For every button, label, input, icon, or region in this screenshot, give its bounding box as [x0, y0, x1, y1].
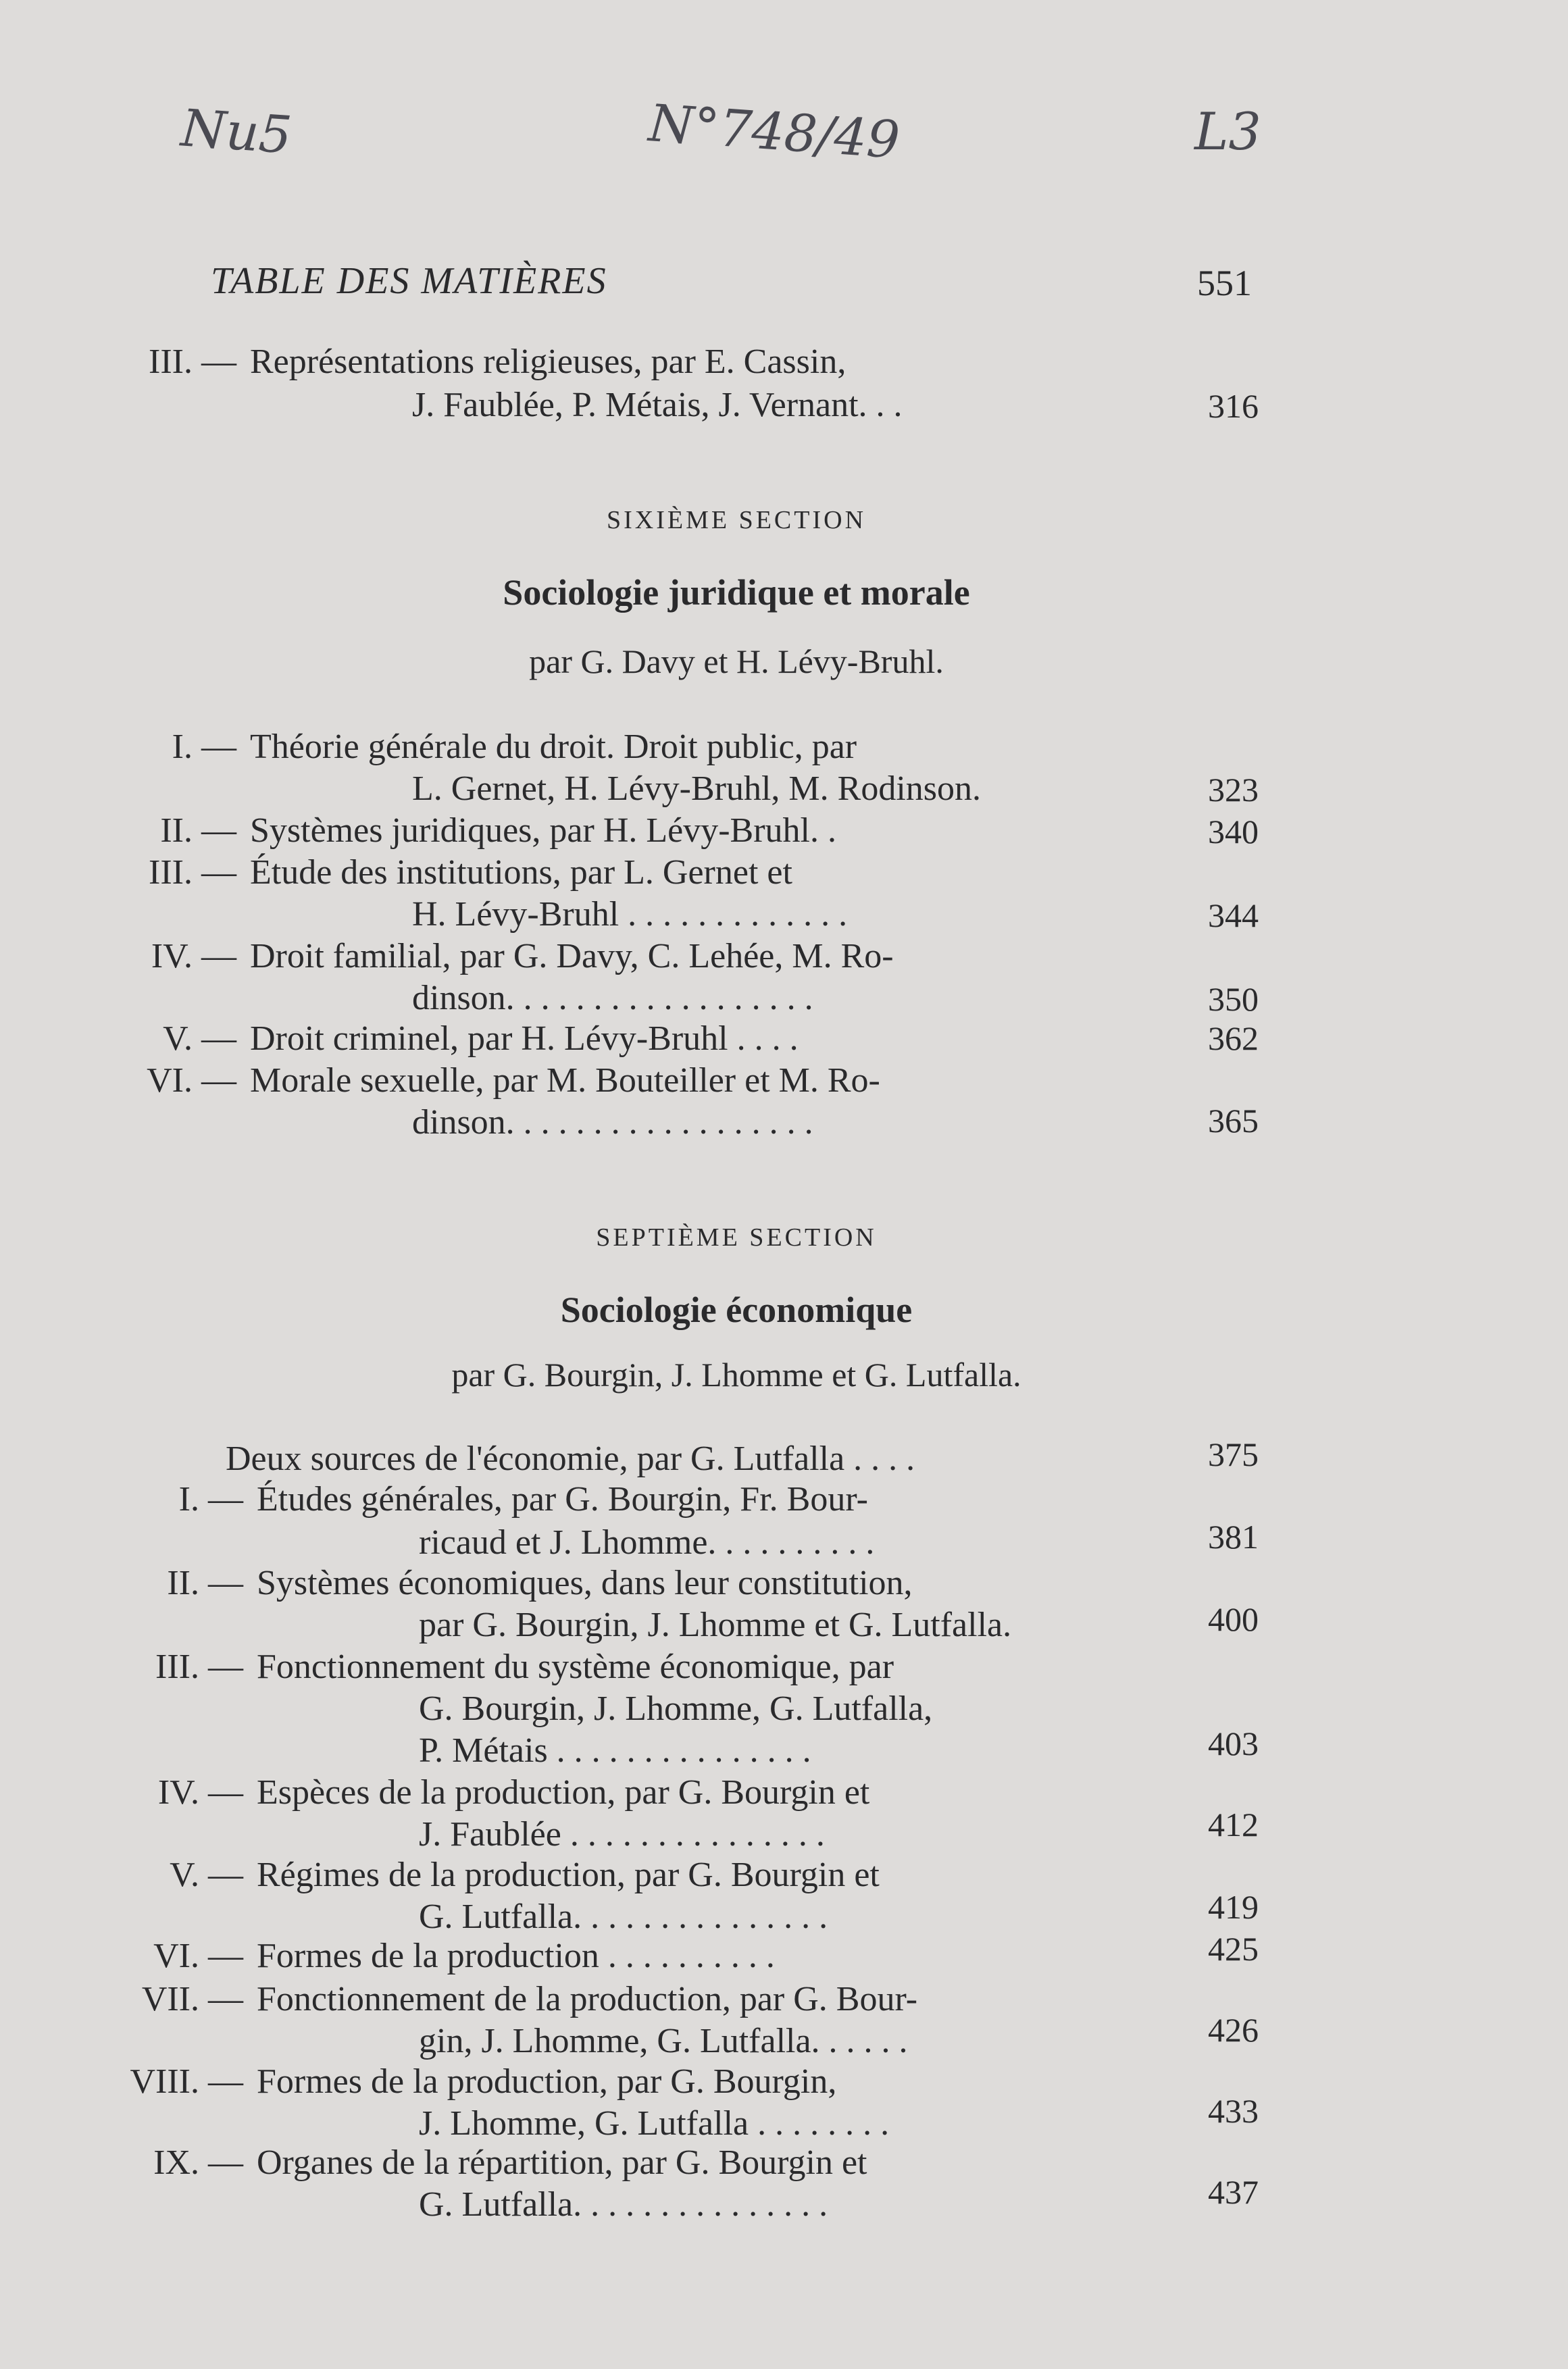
- section-heading-6: SIXIÈME SECTION: [606, 506, 867, 534]
- entry-label: VIII. —: [130, 2062, 243, 2101]
- entry-page: 365: [1208, 1102, 1259, 1140]
- handwritten-note-center: N°748/49: [647, 93, 902, 170]
- entry-label: VI. —: [147, 1061, 236, 1100]
- entry-text-line2: gin, J. Lhomme, G. Lutfalla. . . . . .: [419, 2022, 908, 2060]
- entry-text: Représentations religieuses, par E. Cassin,: [250, 342, 846, 381]
- entry-page: 375: [1208, 1435, 1259, 1473]
- entry-label: V. —: [170, 1856, 243, 1894]
- entry-text: Fonctionnement de la production, par G. Bour-: [257, 1980, 918, 2018]
- entry-text: Études générales, par G. Bourgin, Fr. Bour-: [257, 1480, 868, 1519]
- entry-text-line3: P. Métais . . . . . . . . . . . . . . .: [419, 1731, 811, 1770]
- handwritten-note-right: L3: [1194, 101, 1261, 161]
- entry-text: Droit familial, par G. Davy, C. Lehée, M. Ro-: [250, 937, 894, 975]
- entry-label: VI. —: [153, 1937, 243, 1975]
- section-byline-6: par G. Davy et H. Lévy-Bruhl.: [529, 642, 944, 680]
- entry-page: 323: [1208, 771, 1259, 809]
- section-heading-7: SEPTIÈME SECTION: [596, 1223, 877, 1252]
- entry-text-line2: ricaud et J. Lhomme. . . . . . . . . .: [419, 1523, 875, 1562]
- entry-text: Formes de la production . . . . . . . . . .: [257, 1937, 775, 1975]
- entry-text: Droit criminel, par H. Lévy-Bruhl . . . .: [250, 1019, 799, 1058]
- entry-text: Organes de la répartition, par G. Bourgin et: [257, 2143, 867, 2182]
- entry-text-line2: J. Faublée . . . . . . . . . . . . . . .: [419, 1815, 825, 1854]
- entry-page: 381: [1208, 1518, 1259, 1556]
- entry-label: III. —: [155, 1648, 243, 1686]
- entry-text-line2: G. Bourgin, J. Lhomme, G. Lutfalla,: [419, 1689, 933, 1728]
- entry-page: 344: [1208, 896, 1259, 934]
- entry-page: 437: [1208, 2173, 1259, 2211]
- entry-text: Espèces de la production, par G. Bourgin et: [257, 1773, 870, 1812]
- entry-page: 412: [1208, 1806, 1259, 1843]
- entry-text: Morale sexuelle, par M. Bouteiller et M. Ro-: [250, 1061, 880, 1100]
- entry-text: Théorie générale du droit. Droit public, par: [250, 728, 857, 766]
- page-number: 551: [1197, 263, 1252, 303]
- entry-page: 340: [1208, 813, 1259, 850]
- entry-label: III. —: [149, 853, 236, 892]
- entry-label: IV. —: [157, 1773, 243, 1812]
- entry-label: II. —: [167, 1564, 243, 1602]
- entry-label: IX. —: [153, 2143, 243, 2182]
- entry-page: 316: [1208, 387, 1259, 425]
- section-title-6: Sociologie juridique et morale: [503, 572, 970, 613]
- section-title-7: Sociologie économique: [560, 1290, 913, 1330]
- entry-page: 362: [1208, 1019, 1259, 1057]
- entry-page: 425: [1208, 1930, 1259, 1968]
- entry-label: II. —: [160, 811, 236, 850]
- toc-entry-intro: Deux sources de l'économie, par G. Lutfalla . . . .: [226, 1440, 915, 1478]
- entry-page: 403: [1208, 1725, 1259, 1762]
- entry-page: 419: [1208, 1888, 1259, 1926]
- entry-text-line2: J. Faublée, P. Métais, J. Vernant. . .: [412, 386, 903, 424]
- entry-text-line2: dinson. . . . . . . . . . . . . . . . . .: [412, 1103, 813, 1142]
- entry-text-line2: dinson. . . . . . . . . . . . . . . . . .: [412, 979, 813, 1017]
- entry-label: I. —: [178, 1480, 243, 1519]
- entry-text-line2: L. Gernet, H. Lévy-Bruhl, M. Rodinson.: [412, 769, 982, 808]
- running-header-title: TABLE DES MATIÈRES: [211, 260, 607, 302]
- entry-label: V. —: [163, 1019, 236, 1058]
- entry-page: 433: [1208, 2092, 1259, 2130]
- entry-text: Régimes de la production, par G. Bourgin et: [257, 1856, 880, 1894]
- entry-text: Formes de la production, par G. Bourgin,: [257, 2062, 837, 2101]
- entry-text: Systèmes économiques, dans leur constitution,: [257, 1564, 913, 1602]
- entry-text: Systèmes juridiques, par H. Lévy-Bruhl. .: [250, 811, 836, 850]
- entry-text-line2: G. Lutfalla. . . . . . . . . . . . . . .: [419, 2185, 828, 2224]
- section-byline-7: par G. Bourgin, J. Lhomme et G. Lutfalla.: [451, 1356, 1021, 1394]
- entry-label: III. —: [149, 342, 236, 381]
- entry-text: Étude des institutions, par L. Gernet et: [250, 853, 792, 892]
- entry-text-line2: J. Lhomme, G. Lutfalla . . . . . . . .: [419, 2104, 890, 2143]
- entry-page: 426: [1208, 2011, 1259, 2049]
- entry-text: Fonctionnement du système économique, par: [257, 1648, 894, 1686]
- entry-label: VII. —: [141, 1980, 243, 2018]
- entry-page: 350: [1208, 980, 1259, 1018]
- entry-text-line2: G. Lutfalla. . . . . . . . . . . . . . .: [419, 1897, 828, 1936]
- entry-page: 400: [1208, 1600, 1259, 1638]
- entry-label: IV. —: [151, 937, 236, 975]
- handwritten-note-left: Nu5: [179, 97, 294, 165]
- entry-label: I. —: [172, 728, 236, 766]
- entry-text-line2: par G. Bourgin, J. Lhomme et G. Lutfalla.: [419, 1606, 1012, 1644]
- entry-text-line2: H. Lévy-Bruhl . . . . . . . . . . . . .: [412, 895, 848, 934]
